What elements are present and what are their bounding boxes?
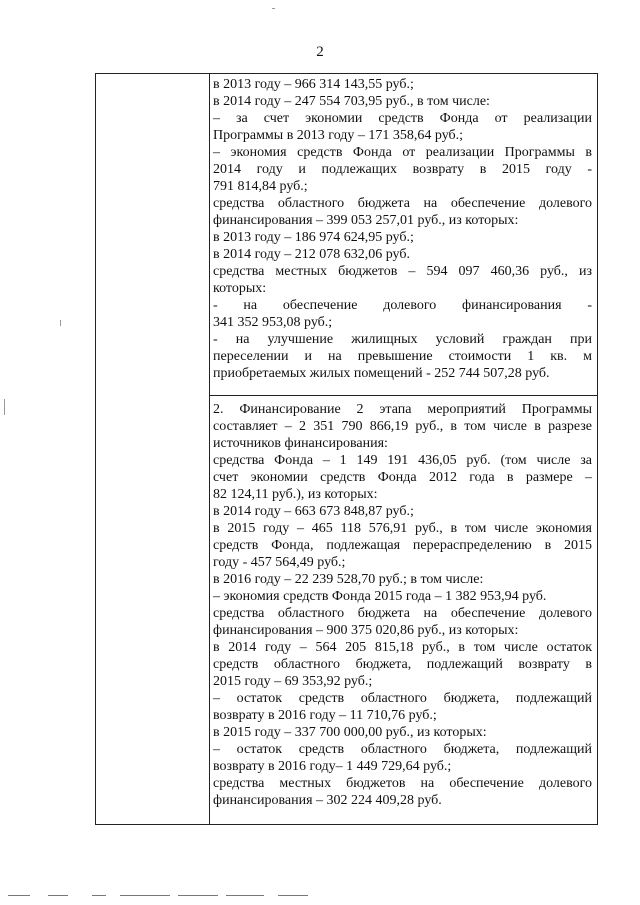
text-line: финансирования – 302 224 409,28 руб.	[213, 793, 442, 808]
text-line: которых:	[213, 281, 267, 296]
text-line: средств Фонда, подлежащая перераспределению в 2015	[213, 538, 592, 553]
text-line: 791 814,84 руб.;	[213, 179, 308, 194]
text-line: в 2014 году – 247 554 703,95 руб., в том числе:	[213, 94, 490, 109]
scan-footer-artifacts	[0, 893, 640, 899]
text-line: средства областного бюджета на обеспечение долевого	[213, 606, 592, 621]
text-line: - на обеспечение долевого финансирования -	[213, 298, 592, 313]
text-line: – экономия средств Фонда 2015 года – 1 382 953,94 руб.	[213, 589, 547, 604]
text-line: году - 457 564,49 руб.;	[213, 555, 346, 570]
text-line: средства областного бюджета на обеспечение долевого	[213, 196, 592, 211]
text-line: в 2014 году – 564 205 815,18 руб., в том числе остаток	[213, 640, 592, 655]
text-line: средства местных бюджетов – 594 097 460,36 руб., из	[213, 264, 592, 279]
scan-artifact	[60, 320, 61, 326]
text-line: 2015 году – 69 353,92 руб.;	[213, 674, 373, 689]
table-cell-stage-1-funding	[213, 76, 592, 382]
scan-artifact	[4, 399, 5, 415]
text-line: в 2014 году – 212 078 632,06 руб.	[213, 247, 410, 262]
text-line: составляет – 2 351 790 866,19 руб., в том числе в разрезе	[213, 419, 592, 434]
text-line: в 2013 году – 186 974 624,95 руб.;	[213, 230, 414, 245]
text-line: в 2015 году – 337 700 000,00 руб., из которых:	[213, 725, 487, 740]
text-line: приобретаемых жилых помещений - 252 744 507,28 руб.	[213, 366, 550, 381]
program-funding-table	[95, 73, 598, 825]
text-line: в 2016 году – 22 239 528,70 руб.; в том числе:	[213, 572, 484, 587]
text-line: 82 124,11 руб.), из которых:	[213, 487, 378, 502]
text-line: возврату в 2016 году – 11 710,76 руб.;	[213, 708, 437, 723]
table-cell-stage-2-funding	[213, 401, 592, 809]
text-line: в 2014 году – 663 673 848,87 руб.;	[213, 504, 414, 519]
text-line: 2014 году и подлежащих возврату в 2015 году -	[213, 162, 592, 177]
scan-artifact	[272, 8, 275, 9]
text-line: 341 352 953,08 руб.;	[213, 315, 333, 330]
text-line: – остаток средств областного бюджета, подлежащий	[213, 742, 592, 757]
row-divider	[209, 395, 597, 396]
text-line: – остаток средств областного бюджета, подлежащий	[213, 691, 592, 706]
text-line: - на улучшение жилищных условий граждан при	[213, 332, 592, 347]
column-divider	[209, 74, 210, 824]
text-line: – экономия средств Фонда от реализации Программы в	[213, 145, 592, 160]
text-line: средства Фонда – 1 149 191 436,05 руб. (том числе за	[213, 453, 592, 468]
text-line: в 2015 году – 465 118 576,91 руб., в том числе экономия	[213, 521, 592, 536]
text-line: финансирования – 900 375 020,86 руб., из которых:	[213, 623, 519, 638]
text-line: возврату в 2016 году– 1 449 729,64 руб.;	[213, 759, 452, 774]
text-line: средства местных бюджетов на обеспечение долевого	[213, 776, 592, 791]
text-line: Программы в 2013 году – 171 358,64 руб.;	[213, 128, 464, 143]
text-line: 2. Финансирование 2 этапа мероприятий Программы	[213, 402, 592, 417]
text-line: финансирования – 399 053 257,01 руб., из которых:	[213, 213, 519, 228]
text-line: в 2013 году – 966 314 143,55 руб.;	[213, 77, 414, 92]
text-line: – за счет экономии средств Фонда от реализации	[213, 111, 592, 126]
text-line: счет экономии средств Фонда 2012 года в размере –	[213, 470, 592, 485]
text-line: переселении и на превышение стоимости 1 кв. м	[213, 349, 592, 364]
text-line: источников финансирования:	[213, 436, 388, 451]
text-line: средств областного бюджета, подлежащий возврату в	[213, 657, 592, 672]
page-number: 2	[316, 44, 324, 60]
